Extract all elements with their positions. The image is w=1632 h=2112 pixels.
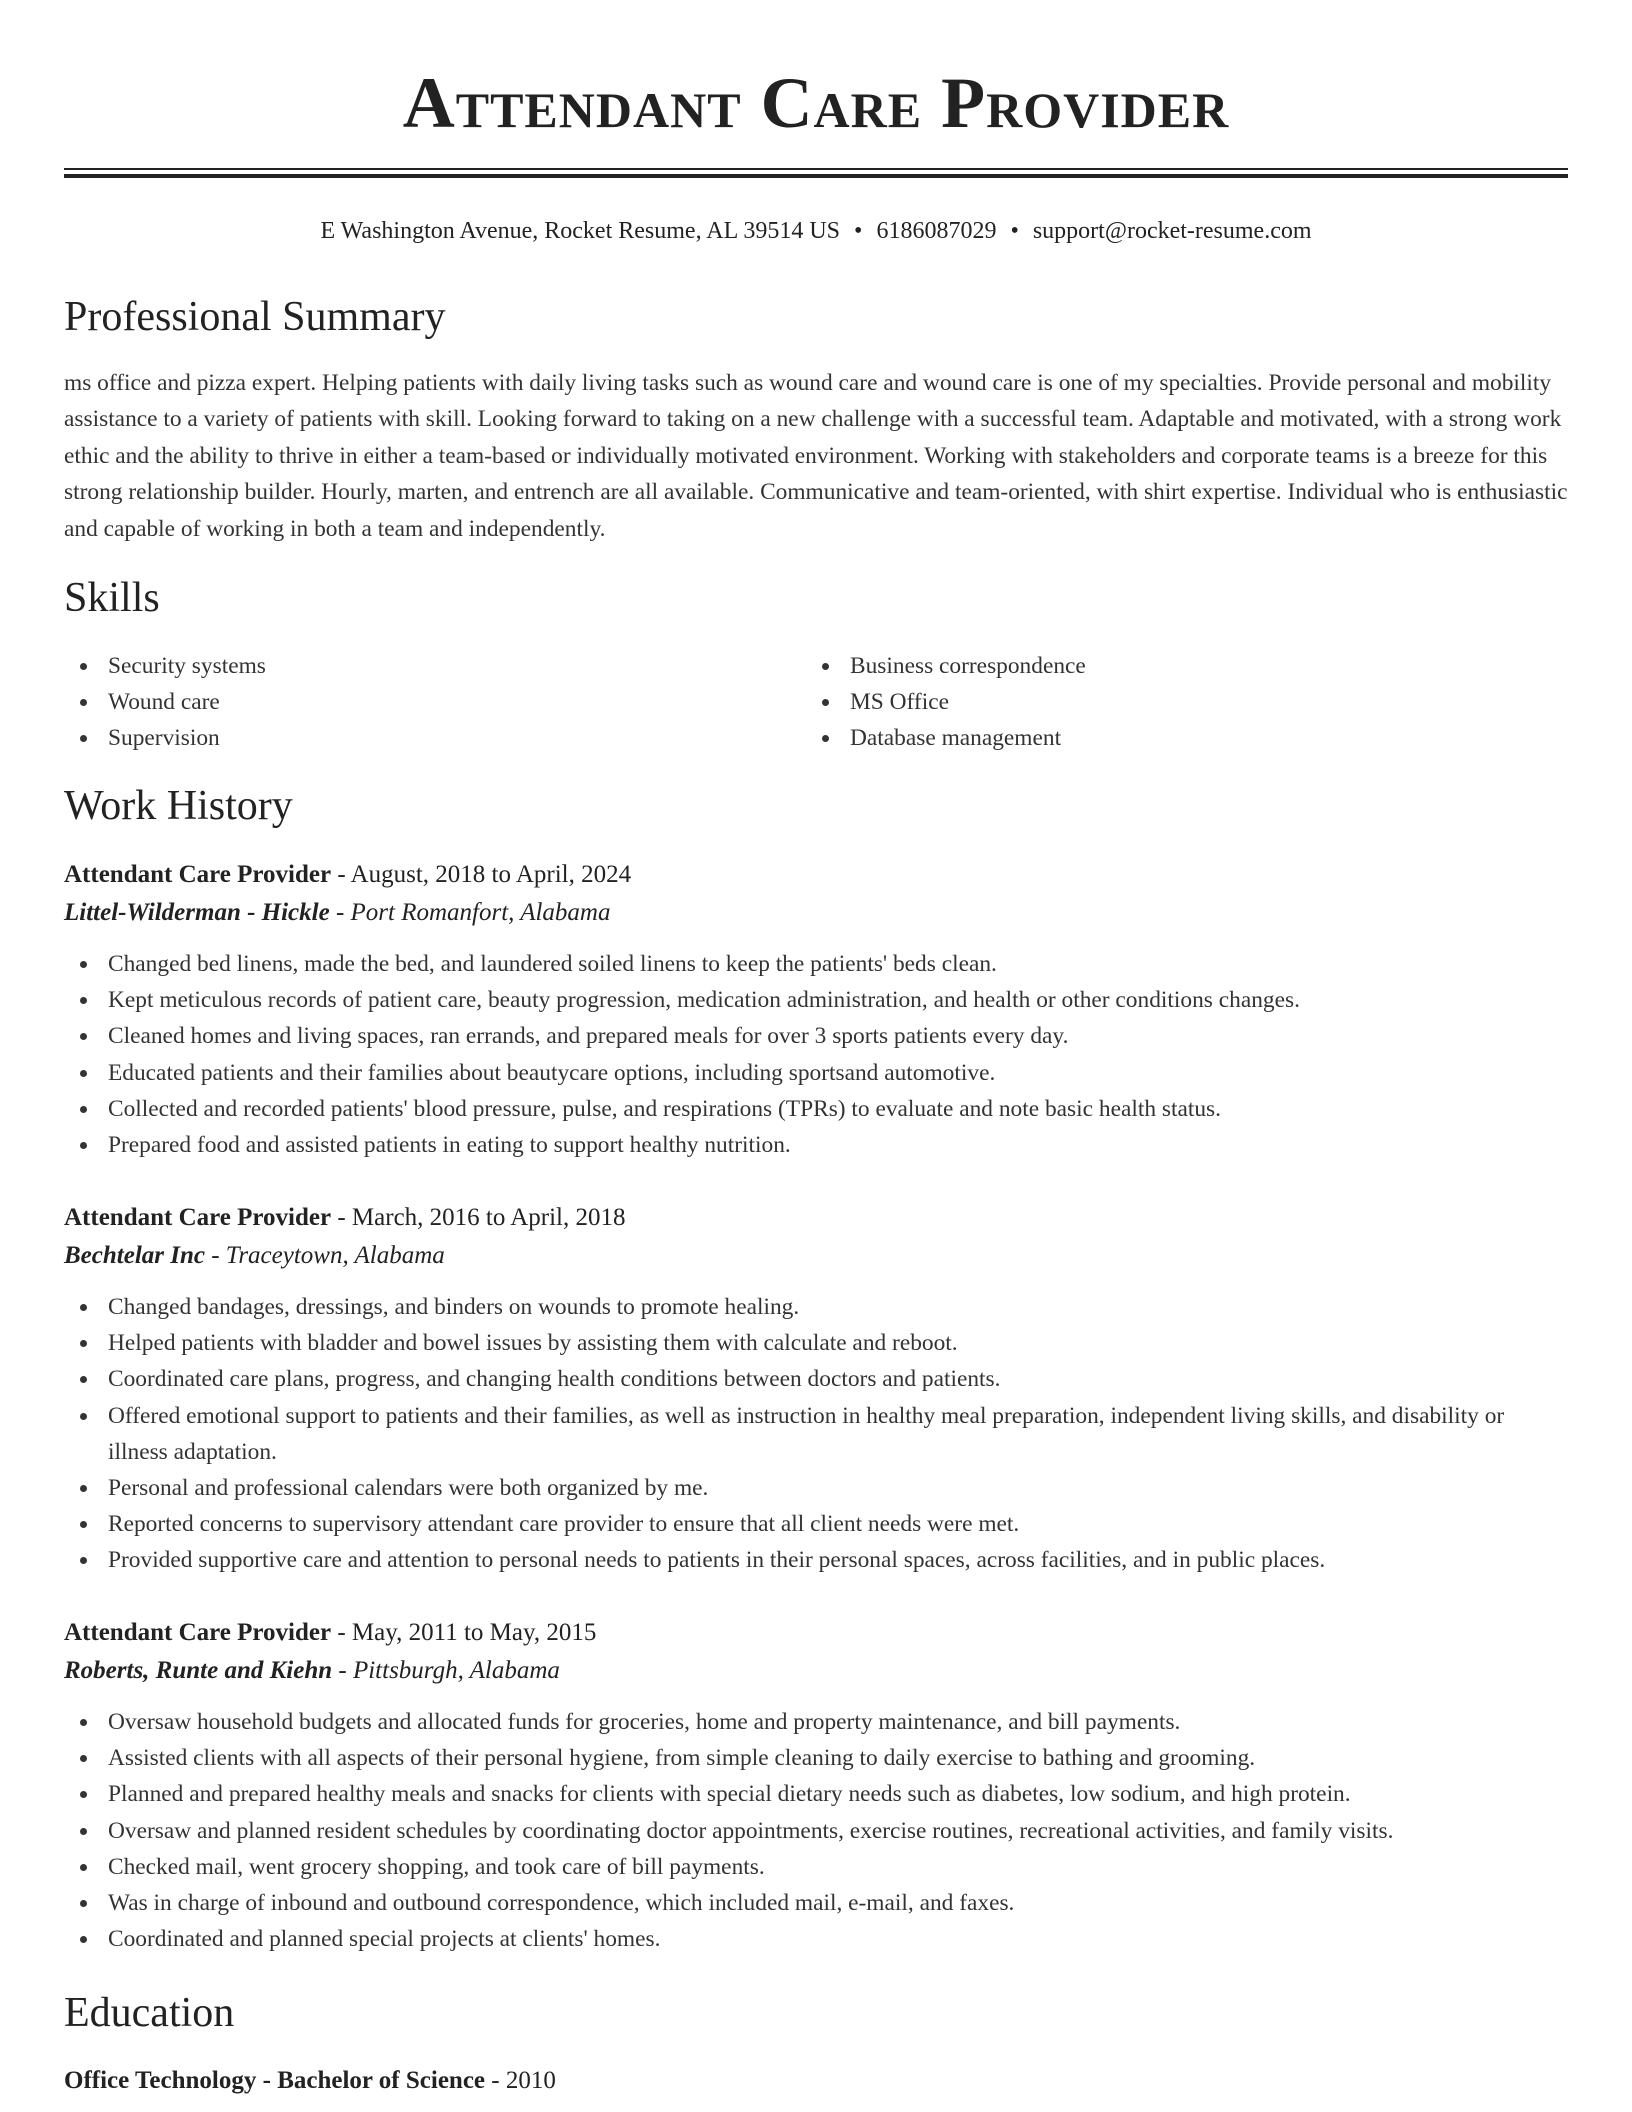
skill-item: Security systems <box>64 648 804 684</box>
section-heading-skills: Skills <box>64 575 160 621</box>
skill-item: Database management <box>806 720 1546 756</box>
job-bullet: Checked mail, went grocery shopping, and took care of bill payments. <box>64 1849 1568 1885</box>
job-bullets <box>64 1704 1568 1957</box>
job-bullet: Offered emotional support to patients and their families, as well as instruction in healthy meal preparation, independent living skills, and disability or illness adaptation. <box>64 1398 1568 1470</box>
job-bullet: Prepared food and assisted patients in eating to support healthy nutrition. <box>64 1127 1568 1163</box>
section-heading-education: Education <box>64 1990 235 2036</box>
job-bullet: Educated patients and their families about beautycare options, including sportsand automotive. <box>64 1055 1568 1091</box>
header-divider-thick <box>64 174 1568 178</box>
section-heading-work-history: Work History <box>64 783 293 829</box>
job-bullet: Personal and professional calendars were both organized by me. <box>64 1470 1568 1506</box>
job-bullet: Was in charge of inbound and outbound correspondence, which included mail, e-mail, and faxes. <box>64 1885 1568 1921</box>
education-degree: Bachelor of Science <box>277 2067 486 2094</box>
job-bullet: Provided supportive care and attention to personal needs to patients in their personal spaces, across facilities, and in public places. <box>64 1542 1568 1578</box>
company-name: Littel-Wilderman - Hickle <box>64 899 330 926</box>
job-bullet: Helped patients with bladder and bowel issues by assisting them with calculate and reboot. <box>64 1325 1568 1361</box>
candidate-name: Attendant Care Provider <box>402 63 1230 143</box>
job-bullet: Reported concerns to supervisory attendant care provider to ensure that all client needs were met. <box>64 1506 1568 1542</box>
job-dates: - August, 2018 to April, 2024 <box>337 861 632 888</box>
job-bullet: Changed bandages, dressings, and binders on wounds to promote healing. <box>64 1289 1568 1325</box>
job-dates: - March, 2016 to April, 2018 <box>337 1204 626 1231</box>
job-company-line <box>64 1237 1568 1275</box>
skill-item: MS Office <box>806 684 1546 720</box>
company-location: - Port Romanfort, Alabama <box>335 899 611 926</box>
job-bullet: Oversaw household budgets and allocated funds for groceries, home and property maintenance, and bill payments. <box>64 1704 1568 1740</box>
company-location: - Traceytown, Alabama <box>211 1242 445 1269</box>
skills-list-right <box>806 648 1546 757</box>
header-divider-thin <box>64 168 1568 170</box>
job-entry <box>64 856 1568 1163</box>
job-bullet: Coordinated care plans, progress, and changing health conditions between doctors and patients. <box>64 1361 1568 1397</box>
education-field: Office Technology <box>64 2067 257 2094</box>
job-bullet: Changed bed linens, made the bed, and laundered soiled linens to keep the patients' beds clean. <box>64 946 1568 982</box>
skill-item: Business correspondence <box>806 648 1546 684</box>
skill-item: Wound care <box>64 684 804 720</box>
summary-text: ms office and pizza expert. Helping patients with daily living tasks such as wound care and wound care is one of my specialties. Provide personal and mobility assistance to a variety of patients with skill. Looking forward to taking on a new challenge with a successful team. Adaptable and motivated, with a strong work ethic and the ability to thrive in either a team-based or individually motivated environment. Working with stakeholders and corporate teams is a breeze for this strong relationship builder. Hourly, marten, and entrench are all available. Communicative and team-oriented, with shirt expertise. Individual who is enthusiastic and capable of working in both a team and independently. <box>64 370 1568 542</box>
job-entry <box>64 1199 1568 1579</box>
job-title-line <box>64 856 1568 894</box>
resume-page <box>64 0 1568 2094</box>
section-heading-summary: Professional Summary <box>64 294 446 340</box>
email-link[interactable]: support@rocket-resume.com <box>1032 218 1312 244</box>
address: E Washington Avenue, Rocket Resume, AL 39514 US <box>320 218 841 244</box>
education-dash: - <box>262 2067 271 2094</box>
separator: • <box>1010 218 1019 244</box>
education-entry <box>64 2062 556 2100</box>
job-title-line <box>64 1199 1568 1237</box>
job-bullet: Planned and prepared healthy meals and snacks for clients with special dietary needs such as diabetes, low sodium, and high protein. <box>64 1776 1568 1812</box>
job-bullet: Assisted clients with all aspects of their personal hygiene, from simple cleaning to daily exercise to bathing and grooming. <box>64 1740 1568 1776</box>
job-dates: - May, 2011 to May, 2015 <box>337 1619 597 1646</box>
skill-item: Supervision <box>64 720 804 756</box>
job-title: Attendant Care Provider <box>64 1619 332 1646</box>
job-bullets <box>64 1289 1568 1579</box>
job-bullet: Collected and recorded patients' blood pressure, pulse, and respirations (TPRs) to evaluate and note basic health status. <box>64 1091 1568 1127</box>
job-title-line <box>64 1614 1568 1652</box>
phone: 6186087029 <box>876 218 997 244</box>
job-company-line <box>64 1652 1568 1690</box>
separator: • <box>854 218 863 244</box>
education-year: - 2010 <box>491 2067 556 2094</box>
skills-list-left <box>64 648 804 757</box>
job-bullets <box>64 946 1568 1163</box>
job-bullet: Oversaw and planned resident schedules by coordinating doctor appointments, exercise routines, recreational activities, and family visits. <box>64 1813 1568 1849</box>
job-title: Attendant Care Provider <box>64 861 332 888</box>
company-location: - Pittsburgh, Alabama <box>338 1657 560 1684</box>
job-entry <box>64 1614 1568 1957</box>
company-name: Roberts, Runte and Kiehn <box>64 1657 333 1684</box>
job-title: Attendant Care Provider <box>64 1204 332 1231</box>
job-bullet: Kept meticulous records of patient care, beauty progression, medication administration, and health or other conditions changes. <box>64 982 1568 1018</box>
job-bullet: Cleaned homes and living spaces, ran errands, and prepared meals for over 3 sports patients every day. <box>64 1018 1568 1054</box>
job-company-line <box>64 894 1568 932</box>
company-name: Bechtelar Inc <box>64 1242 205 1269</box>
contact-line <box>64 215 1568 247</box>
job-bullet: Coordinated and planned special projects at clients' homes. <box>64 1921 1568 1957</box>
